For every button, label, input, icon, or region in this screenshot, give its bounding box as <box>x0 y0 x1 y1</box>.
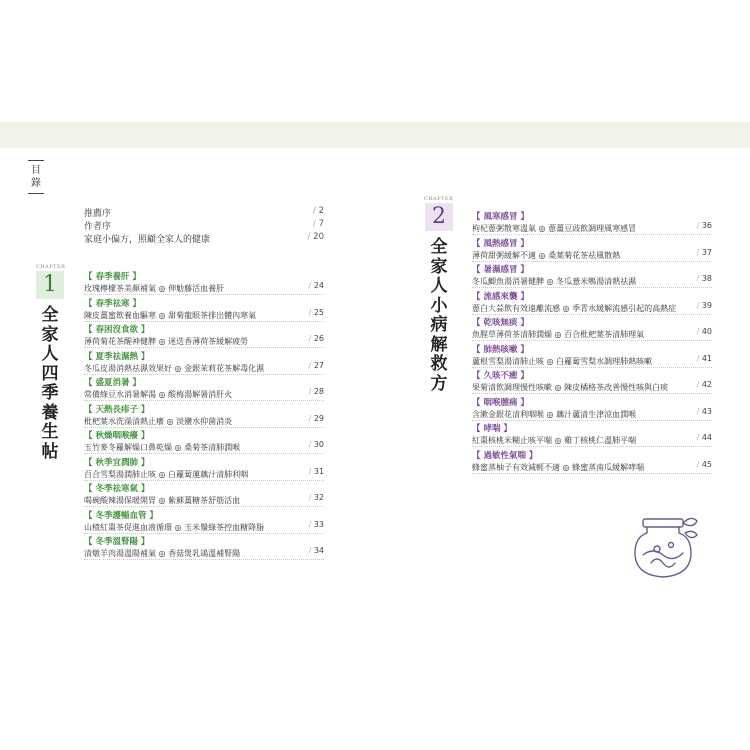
chapter2-entry[interactable] <box>472 343 712 369</box>
entry-desc: 蜂蜜蒸柚子有效減輕不適 ◎ 蜂蜜蒸南瓜緩解哮喘 <box>472 462 645 472</box>
entry-divider <box>84 533 324 534</box>
chapter2-title-char: 家 <box>430 256 448 277</box>
chapter2-entry[interactable] <box>472 369 712 395</box>
chapter2-title-char: 解 <box>430 334 448 355</box>
intro-page: / 7 <box>313 219 324 229</box>
chapter2-title-char: 全 <box>430 237 448 257</box>
entry-desc: 百合雪梨湯潤肺止咳 ◎ 白蘿蔔蓮藕汁清肺利咽 <box>84 469 249 479</box>
chapter2-entry[interactable] <box>472 449 712 475</box>
entry-tag: 【 乾咳無痰 】 <box>472 318 529 328</box>
chapter2-entry[interactable] <box>472 422 712 448</box>
chapter1-title-char: 全 <box>41 305 59 325</box>
entry-page: / 28 <box>309 387 324 396</box>
intro-page: / 20 <box>308 232 324 242</box>
entry-desc: 冬瓜鯽魚湯消暑健脾 ◎ 冬瓜薏米鴨湯清熱祛濕 <box>472 277 637 286</box>
entry-tag: 【 冬季祛寒氣 】 <box>84 484 150 494</box>
entry-page: / 37 <box>697 248 712 257</box>
entry-divider <box>84 374 324 375</box>
chapter1-title <box>40 306 60 462</box>
chapter2-entry[interactable] <box>472 237 712 263</box>
entry-desc: 陳皮薑蜜飲養血驅寒 ◎ 甜菊龍眼茶排出體內寒氣 <box>84 310 257 320</box>
entry-page: / 24 <box>309 281 324 290</box>
entry-page: / 31 <box>309 467 324 476</box>
chapter1-title-char: 生 <box>41 422 59 442</box>
entry-desc: 果菊清飲調理慢性咳嗽 ◎ 陳皮橘格茶改善慢性咳與白痰 <box>472 383 669 392</box>
intro-title: 家庭小偏方，照顧全家人的健康 <box>84 235 211 245</box>
entry-divider <box>84 453 324 454</box>
herb-jar-icon <box>623 505 703 585</box>
chapter1-title-char: 人 <box>41 344 59 364</box>
chapter2-entry[interactable] <box>472 290 712 316</box>
entry-desc: 枸杞蔥粥散寒溫氣 ◎ 蔥薑豆豉飲調理風寒感冒 <box>472 224 637 233</box>
chapter2-title-char: 人 <box>430 276 448 296</box>
entry-page: / 27 <box>309 361 324 370</box>
entry-tag: 【 過敏性氣喘 】 <box>472 450 538 461</box>
entry-desc: 玫瑰檸檬茶美顏補氣 ◎ 伸觔藤活血養肝 <box>84 284 225 293</box>
chapter2-title-char: 救 <box>430 354 448 374</box>
entry-desc: 薄荷菊花茶醒神健脾 ◎ 迷迭香薄荷茶緩解疲勞 <box>84 337 249 346</box>
entry-desc: 蔥白大蒜飲有效遠離流感 ◎ 季青水緩解流感引起的高熱症 <box>472 303 677 313</box>
intro-page: / 2 <box>313 206 324 216</box>
chapter2-title-char: 方 <box>430 373 448 394</box>
entry-desc: 冬瓜皮湯消熱祛濕效果好 ◎ 金銀茉莉花茶解毒化濕 <box>84 363 265 373</box>
entry-tag: 【 久咳不癒 】 <box>472 371 529 381</box>
entry-tag: 【 風寒感冒 】 <box>472 212 529 222</box>
chapter1-number: 1 <box>36 271 64 299</box>
entry-page: / 41 <box>697 354 712 363</box>
entry-divider <box>84 294 324 295</box>
entry-page: / 36 <box>697 221 712 230</box>
toc-label-char-1: 目 <box>31 165 41 176</box>
chapter2-label: CHAPTER <box>424 196 454 202</box>
entry-desc: 薄荷甜粥緩解不適 ◎ 桑葉菊花茶祛風散熱 <box>472 250 621 260</box>
entry-tag: 【 春季養肝 】 <box>84 272 141 282</box>
entry-divider <box>472 287 712 288</box>
toc-label <box>28 160 44 194</box>
entry-desc: 山楂紅棗茶促進血液循環 ◎ 玉米鬚綠茶控血糖降脂 <box>84 522 265 532</box>
entry-tag: 【 冬季護暢血管 】 <box>84 510 158 521</box>
entry-page: / 43 <box>697 407 712 416</box>
chapter1-entry[interactable] <box>84 323 324 349</box>
chapter1-entry[interactable] <box>84 535 324 561</box>
entry-desc: 喝碗酸辣湯保暖開胃 ◎ 紫蘇薑糖茶舒筋活血 <box>84 496 241 505</box>
entry-tag: 【 天熱長痱子 】 <box>84 404 150 415</box>
entry-tag: 【 冬季溫腎陽 】 <box>84 537 150 547</box>
entry-tag: 【 秋季宜潤肺 】 <box>84 457 150 468</box>
chapter2-entry[interactable] <box>472 396 712 422</box>
chapter1-entry[interactable] <box>84 482 324 508</box>
entry-divider <box>472 367 712 368</box>
entry-tag: 【 肺熱咳嗽 】 <box>472 344 529 355</box>
chapter1-entry[interactable] <box>84 297 324 323</box>
entry-divider <box>472 420 712 421</box>
chapter1-title-char: 家 <box>41 324 59 345</box>
chapter1-entry[interactable] <box>84 270 324 296</box>
entry-page: / 30 <box>309 440 324 449</box>
entry-divider <box>472 393 712 394</box>
chapter1-entry[interactable] <box>84 376 324 402</box>
entry-desc: 紅棗核桃米糊止咳平喘 ◎ 雞丁核桃仁溫肺平喘 <box>472 436 637 445</box>
entry-divider <box>84 506 324 507</box>
entry-divider <box>84 347 324 348</box>
entry-page: / 33 <box>309 520 324 529</box>
chapter2-entry[interactable] <box>472 210 712 236</box>
entry-desc: 魚腥草薄荷茶清肺潤燥 ◎ 百合枇杷葉茶清肺理氣 <box>472 330 645 339</box>
intro-title: 作者序 <box>84 222 112 232</box>
chapter2-number: 2 <box>425 203 453 231</box>
entry-divider <box>84 321 324 322</box>
entry-tag: 【 盛夏消暑 】 <box>84 378 141 388</box>
chapter1-title-char: 帖 <box>41 441 59 462</box>
entry-divider <box>84 427 324 428</box>
entry-tag: 【 春困沒食欲 】 <box>84 325 150 335</box>
entry-divider <box>84 400 324 401</box>
chapter2-title-char: 病 <box>430 315 448 335</box>
entry-divider <box>84 480 324 481</box>
entry-page: / 40 <box>697 327 712 336</box>
intro-title: 推薦序 <box>84 209 112 219</box>
entry-page: / 29 <box>309 414 324 423</box>
entry-page: / 38 <box>697 274 712 283</box>
entry-desc: 常備綠豆水消暑解渴 ◎ 酸梅湯解暑消肝火 <box>84 390 233 399</box>
entry-desc: 含漱金銀花清利咽喉 ◎ 藕汁蘆清生津涼血潤喉 <box>472 409 637 419</box>
entry-page: / 25 <box>309 308 324 317</box>
entry-divider <box>472 340 712 341</box>
top-band <box>0 122 750 148</box>
chapter1-entry[interactable] <box>84 403 324 429</box>
chapter1-entry[interactable] <box>84 509 324 535</box>
entry-desc: 枇杷葉水洗澡清熱止癢 ◎ 淡鹽水抑菌消炎 <box>84 416 233 426</box>
entry-tag: 【 流感來襲 】 <box>472 291 529 302</box>
entry-divider <box>84 559 324 560</box>
entry-desc: 蘆根雪梨湯清肺止咳 ◎ 白蘿蔔雪梨水調理肺熱咳嗽 <box>472 356 653 366</box>
entry-divider <box>472 473 712 474</box>
entry-tag: 【 秋燥咽喉癢 】 <box>84 431 150 441</box>
chapter1-entry[interactable] <box>84 456 324 482</box>
chapter2-title <box>429 238 449 394</box>
entry-tag: 【 夏季祛濕熱 】 <box>84 351 150 362</box>
entry-desc: 清燉羊肉湯溫陽補氣 ◎ 香菇煲乳鴿溫補腎陽 <box>84 549 241 558</box>
entry-tag: 【 春季祛寒 】 <box>84 298 141 309</box>
entry-desc: 玉竹麥冬蘿解燥口鼻乾燥 ◎ 桑菊茶清肺潤喉 <box>84 443 241 452</box>
entry-page: / 44 <box>697 433 712 442</box>
entry-page: / 32 <box>309 493 324 502</box>
entry-divider <box>472 234 712 235</box>
entry-tag: 【 咽喉腫痛 】 <box>472 397 529 408</box>
entry-tag: 【 哮喘 】 <box>472 424 512 434</box>
chapter1-title-char: 季 <box>41 383 59 403</box>
entry-page: / 42 <box>697 380 712 389</box>
chapter2-entry[interactable] <box>472 316 712 342</box>
entry-divider <box>472 446 712 447</box>
entry-page: / 45 <box>697 460 712 469</box>
chapter1-label: CHAPTER <box>36 264 66 270</box>
chapter1-entry[interactable] <box>84 429 324 455</box>
entry-tag: 【 暑濕感冒 】 <box>472 265 529 275</box>
chapter2-title-char: 小 <box>430 295 448 316</box>
chapter1-title-char: 養 <box>41 402 59 423</box>
entry-page: / 26 <box>309 334 324 343</box>
toc-label-char-2: 錄 <box>31 178 41 189</box>
entry-divider <box>472 314 712 315</box>
chapter2-entry[interactable] <box>472 263 712 289</box>
entry-page: / 34 <box>309 546 324 555</box>
entry-divider <box>472 261 712 262</box>
entry-page: / 39 <box>697 301 712 310</box>
chapter1-title-char: 四 <box>41 363 59 384</box>
entry-tag: 【 風熱感冒 】 <box>472 238 529 249</box>
chapter1-entry[interactable] <box>84 350 324 376</box>
